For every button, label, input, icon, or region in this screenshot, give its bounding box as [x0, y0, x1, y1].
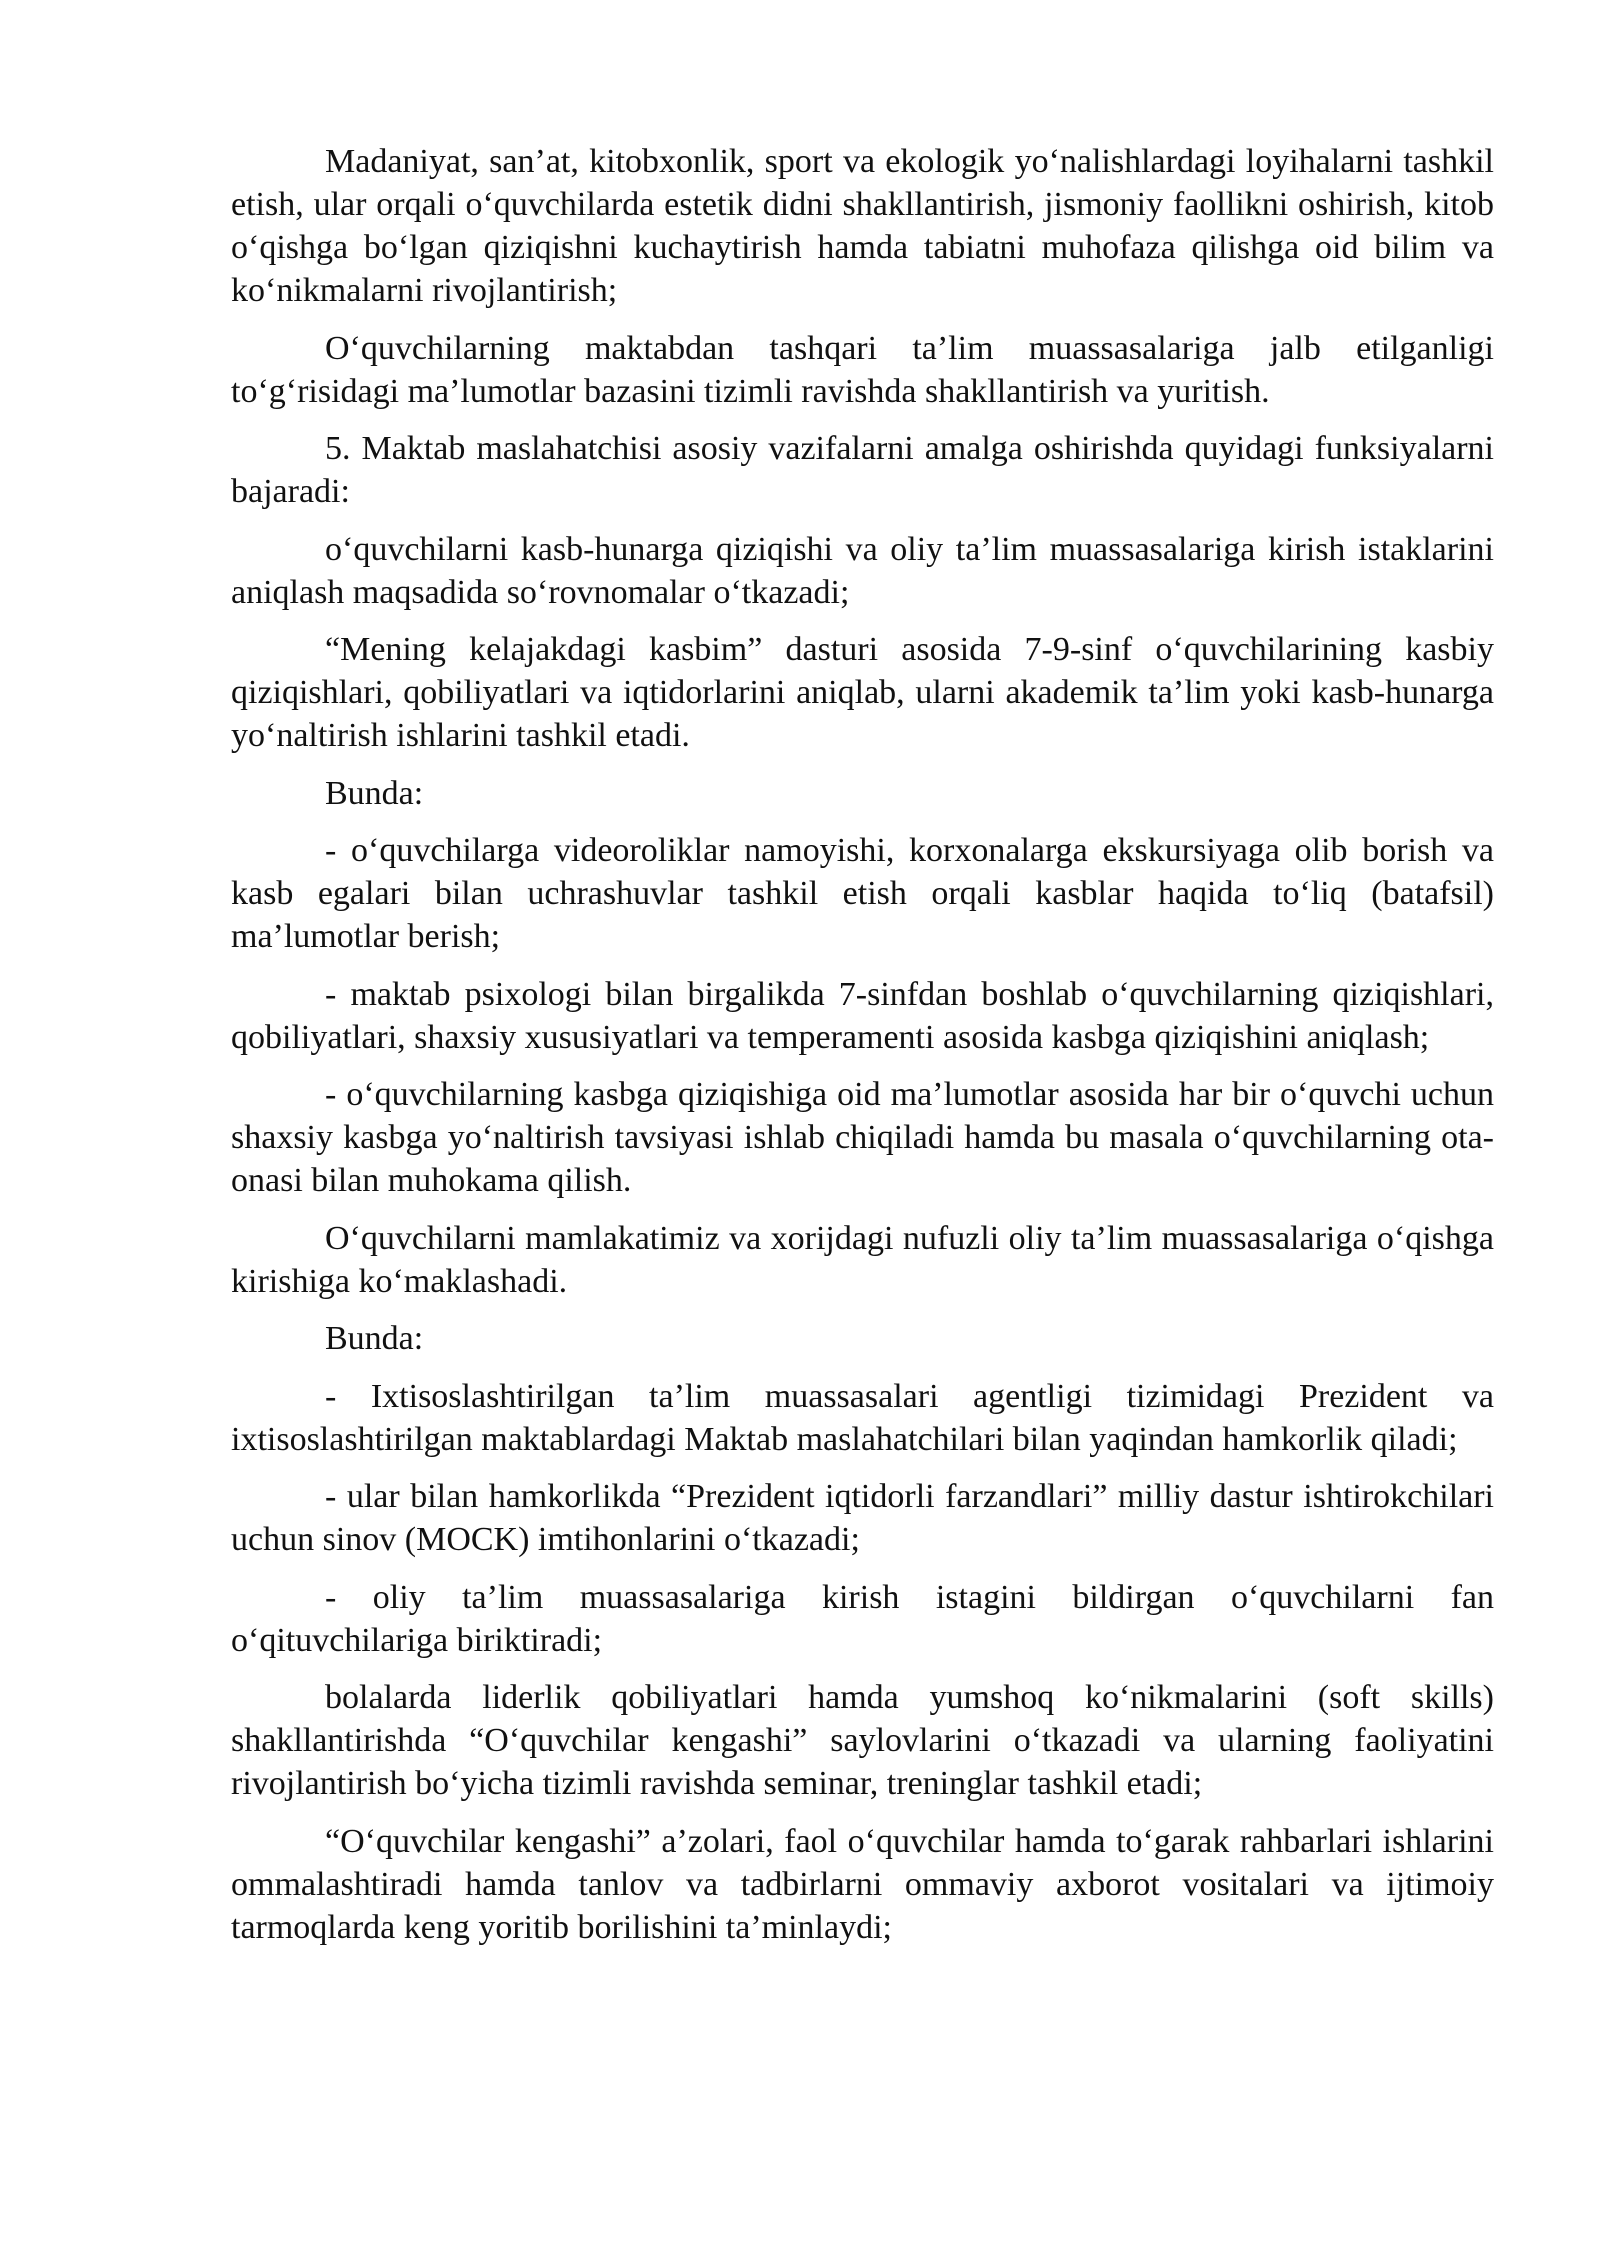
document-page — [231, 140, 1494, 1963]
paragraph-database: O‘quvchilarning maktabdan tashqari ta’lim muassasalariga jalb etilganligi to‘g‘risidagi ma’lumotlar bazasini tizimli ravishda shakllantirish va yuritish. — [231, 329, 1494, 410]
list-item-mock-exams: - ular bilan hamkorlikda “Prezident iqtidorli farzandlari” milliy dastur ishtirokchilari uchun sinov (MOCK) imtihonlarini o‘tkazadi; — [231, 1478, 1494, 1558]
list-item-videos: - o‘quvchilarga videoroliklar namoyishi, korxonalarga ekskursiyaga olib borish va kasb egalari bilan uchrashuvlar tashkil etish orqali kasblar haqida to‘liq (batafsil) ma’lumotlar berish; — [231, 832, 1494, 955]
list-item-recommendation: - o‘quvchilarning kasbga qiziqishiga oid ma’lumotlar asosida har bir o‘quvchi uchun shaxsiy kasbga yo‘naltirish tavsiyasi ishlab chiqiladi hamda bu masala o‘quvchilarning ota-onasi bilan muhokama qilish. — [231, 1076, 1494, 1199]
list-item-teachers: - oliy ta’lim muassasalariga kirish istagini bildirgan o‘quvchilarni fan o‘qituvchilariga biriktiradi; — [231, 1578, 1494, 1659]
list-item-psychologist: - maktab psixologi bilan birgalikda 7-sinfdan boshlab o‘quvchilarning qiziqishlari, qobiliyatlari, shaxsiy xususiyatlari va temperamenti asosida kasbga qiziqishini aniqlash; — [231, 975, 1494, 1056]
paragraph-leadership: bolalarda liderlik qobiliyatlari hamda yumshoq ko‘nikmalarini (soft skills) shakllantirishda “O‘quvchilar kengashi” saylovlarini o‘tkazadi va ularning faoliyatini rivojlantirish bo‘yicha tizimli ravishda seminar, treninglar tashkil etadi; — [231, 1679, 1494, 1802]
paragraph-student-council: “O‘quvchilar kengashi” a’zolari, faol o‘quvchilar hamda to‘garak rahbarlari ishlarini ommalashtiradi hamda tanlov va tadbirlarni ommaviy axborot vositalari va ijtimoiy tarmoqlarda keng yoritib borilishini ta’minlaydi; — [231, 1822, 1494, 1946]
list-item-agency: - Ixtisoslashtirilgan ta’lim muassasalari agentligi tizimidagi Prezident va ixtisoslashtirilgan maktablardagi Maktab maslahatchilari bilan yaqindan hamkorlik qiladi; — [231, 1377, 1494, 1458]
paragraph-culture-projects: Madaniyat, san’at, kitobxonlik, sport va ekologik yo‘nalishlardagi loyihalarni tashkil etish, ular orqali o‘quvchilarda estetik didni shakllantirish, jismoniy faollikni oshirish, kitob o‘qishga bo‘lgan qiziqishni kuchaytirish hamda tabiatni muhofaza qilishga oid bilim va ko‘nikmalarni rivojlantirish; — [231, 143, 1494, 309]
paragraph-career-program: “Mening kelajakdagi kasbim” dasturi asosida 7-9-sinf o‘quvchilarining kasbiy qiziqishlari, qobiliyatlari va iqtidorlarini aniqlab, ularni akademik ta’lim yoki kasb-hunarga yo‘naltirish ishlarini tashkil etadi. — [231, 631, 1494, 754]
paragraph-admission-support: O‘quvchilarni mamlakatimiz va xorijdagi nufuzli oliy ta’lim muassasalariga o‘qishga kirishiga ko‘maklashadi. — [231, 1219, 1494, 1300]
paragraph-bunda-1: Bunda: — [325, 774, 424, 812]
paragraph-bunda-2: Bunda: — [325, 1320, 424, 1357]
paragraph-surveys: o‘quvchilarni kasb-hunarga qiziqishi va oliy ta’lim muassasalariga kirish istaklarini aniqlash maqsadida so‘rovnomalar o‘tkazadi; — [231, 530, 1494, 611]
paragraph-section-5: 5. Maktab maslahatchisi asosiy vazifalarni amalga oshirishda quyidagi funksiyalarni bajaradi: — [231, 430, 1494, 510]
